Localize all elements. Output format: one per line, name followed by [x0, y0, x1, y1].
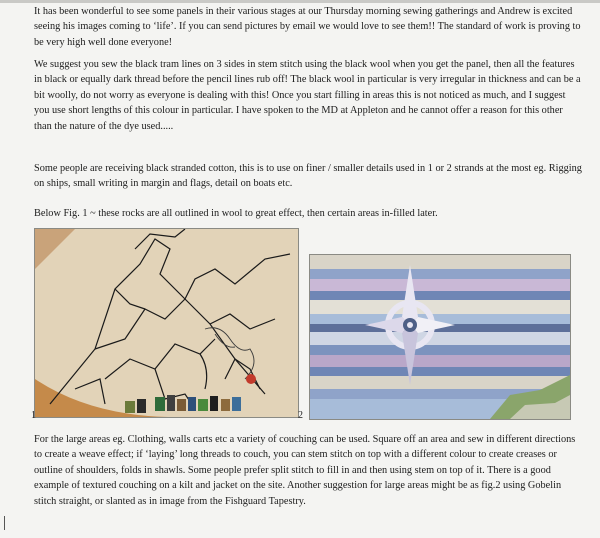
figure-1-illustration — [35, 229, 298, 417]
figure-1-rocks-embroidery — [34, 228, 299, 418]
paragraph-tram-lines: We suggest you sew the black tram lines on 3 sides in stem stitch using the black wool when you get the panel, then all the features in black or equally dark thread before the pencil lines rub off! The black wool in particular is very irregular in thickness and can be a bit woolly, do not worry as everyone is dealing with this! Once you start filling in areas this is not noticed as much, and I suggest you use short lengths of this colour in particular. I have spoken to the MD at Appleton and he cannot offer a reason for this other than the nature of the dye used..... — [34, 59, 581, 132]
paragraph-fig1-caption: Below Fig. 1 ~ these rocks are all outlined in wool to great effect, then certain areas in-filled later. — [34, 208, 438, 219]
figure-1-number: 1 — [31, 410, 36, 421]
scan-margin-mark — [4, 516, 5, 530]
figure-2-number: 2 — [298, 410, 303, 421]
paragraph-couching: For the large areas eg. Clothing, walls carts etc a variety of couching can be used. Square off an area and sew in different directions to create a weave effect; if ‘laying’ long threads to couch, you can stem stitch on top with a different colour to create creases or outline of shoulders, folds in shawls. Some people prefer split stitch to fill in and then using stem on top of it. There is a good example of textured couching on a kilt and jacket on the site. Another suggestion for large areas might be as fig.2 using Gobelin stitch straight, or slanted as in image from the Fishguard Tapestry. — [34, 434, 576, 507]
paragraph-stranded-cotton: Some people are receiving black stranded cotton, this is to use on finer / smaller details used in 1 or 2 strands at the most eg. Rigging on ships, small writing in margin and flags, detail on boats etc. — [34, 163, 582, 190]
scan-top-edge — [0, 0, 600, 3]
figure-2-illustration — [310, 255, 570, 419]
figure-2-gobelin-stitch — [309, 254, 571, 420]
paragraph-intro: It has been wonderful to see some panels in their various stages at our Thursday morning sewing gatherings and Andrew is excited seeing his images coming to ‘life’. If you can send pictures by email we would love to see them!! The standard of work is proving to be very high well done everyone! — [34, 6, 581, 48]
